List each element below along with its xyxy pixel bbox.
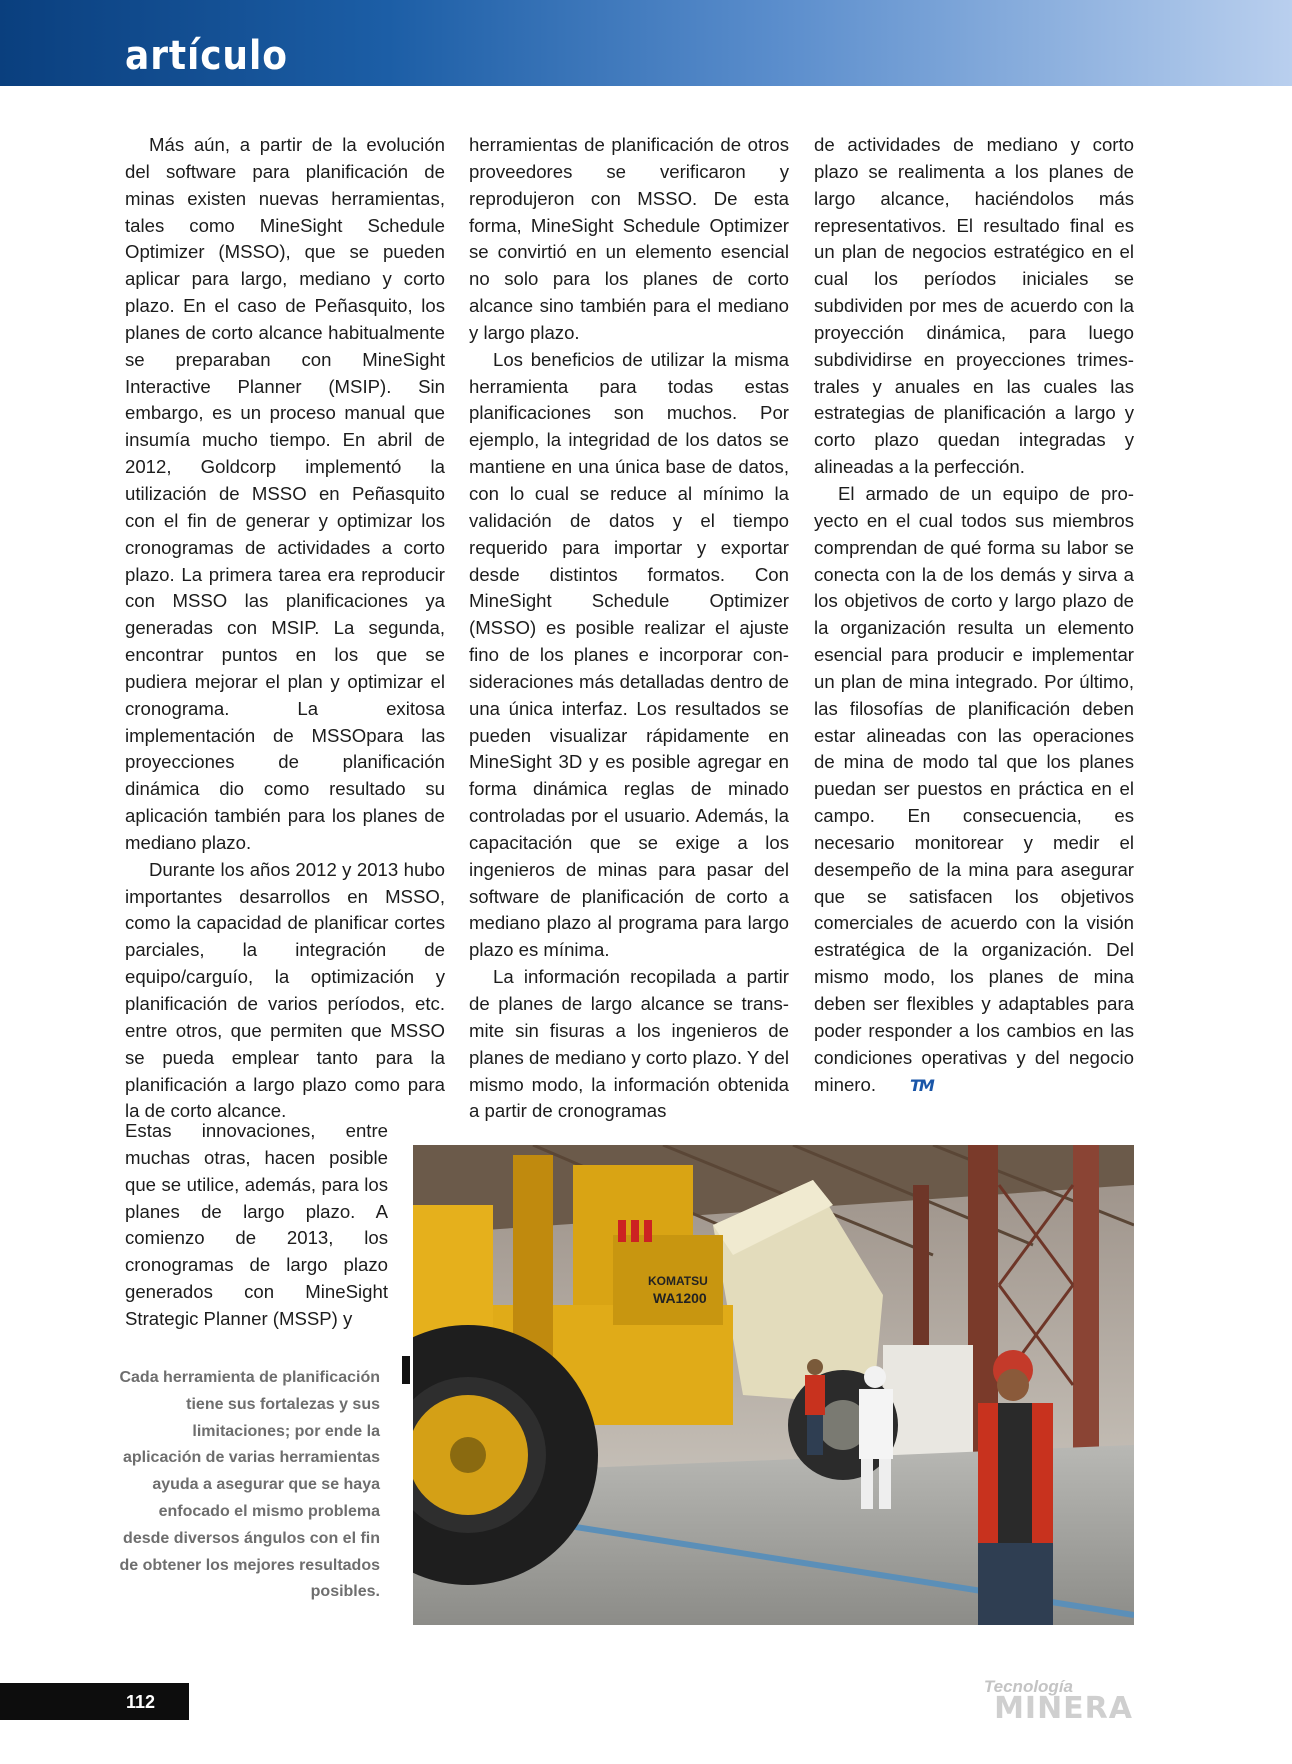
- mining-loader-photo: [413, 1145, 1134, 1625]
- paragraph-final: [814, 481, 1134, 1099]
- loader-model-text: WA1200: [653, 1290, 707, 1306]
- article-column-2: [469, 132, 789, 1125]
- paragraph: herramientas de planificación de otros proveedores se verificaron y reprodujeron con MSSO. De esta forma, MineSight Schedule Optimizer se convirtió en un elemento esencial no solo para los planes de corto alcance sino también para el mediano y largo plazo.: [469, 134, 789, 343]
- caption-marker: [402, 1356, 410, 1384]
- paragraph: Más aún, a partir de la evolución del software para planificación de minas existen nuevas herramientas, tales como MineSight Schedule Optimizer (MSSO), que se pueden aplicar para largo, mediano y corto plazo. En el caso de Peñasquito, los planes de corto alcance habitualmente se preparaban con MineSight Interactive Planner (MSIP). Sin embargo, es un proceso manual que insumía mucho tiempo. En abril de 2012, Goldcorp implementó la utilización de MSSO en Peñasquito con el fin de generar y optimizar los cronogramas de actividades a corto plazo. La primera tarea era reproducir con MSSO las planificaciones ya generadas con MSIP. La segunda, encontrar puntos en los que se pudiera mejorar el plan y optimizar el cronograma. La exitosa implementación de MSSOpara las proyecciones de planificación dinámica dio como resultado su aplicación también para los planes de mediano plazo.: [125, 134, 445, 853]
- photo-caption: Cada herramienta de planificación tiene sus fortalezas y sus limitaciones; por ende la aplicación de varias herramientas ayuda a asegurar que se haya enfocado el mismo problema desde diversos ángulos con el fin de obtener los mejores resultados posibles.: [119, 1369, 380, 1601]
- paragraph: de actividades de mediano y corto plazo se realimenta a los planes de largo alcance, haciéndolos más representativos. El resultado final es un plan de negocios estratégico en el cual los períodos iniciales se subdividen por mes de acuerdo con la proyección dinámica, para luego subdividirse en proyecciones trimestrales y anuales en las cuales las estrategias de planificación a largo y corto plazo quedan integradas y alineadas a la perfección.: [814, 134, 1134, 478]
- paragraph: Durante los años 2012 y 2013 hubo importantes desarrollos en MSSO, como la capacidad de planificar cortes parciales, la integración de equipo/carguío, la optimización y planificación de varios períodos, etc. entre otros, que permiten que MSSO se pueda emplear tanto para la planificación a largo plazo como para la de corto alcance.: [125, 858, 445, 1122]
- page-number: 112: [126, 1692, 156, 1712]
- paragraph-wrapped: Estas innovaciones, entre muchas otras, hacen posible que se utilice, además, para los planes de largo plazo. A comienzo de 2013, los cronogramas de largo plazo generados con MineSight Strategic Planner (MSSP) y: [125, 1120, 388, 1329]
- magazine-logo-bottom: MINERA: [994, 1691, 1133, 1726]
- magazine-logo-top: Tecnología: [983, 1677, 1073, 1696]
- loader-brand-text: KOMATSU: [648, 1274, 708, 1288]
- tm-end-mark: TM: [910, 1075, 933, 1095]
- photo-illustration: [413, 1145, 1134, 1625]
- magazine-logo: [968, 1678, 1133, 1726]
- section-title: artículo: [125, 33, 288, 79]
- paragraph: La información recopilada a partir de planes de largo alcance se transmite sin fisuras a los ingenieros de planes de mediano y corto plazo. Y del mismo modo, la información obtenida a partir de cronogramas: [469, 966, 789, 1122]
- article-column-3: [814, 132, 1134, 1099]
- article-column-1: [125, 132, 445, 1125]
- paragraph: Los beneficios de utilizar la misma herramienta para todas estas planificaciones son muchos. Por ejemplo, la integridad de los datos se mantiene en una única base de datos, con lo cual se reduce al mínimo la validación de datos y el tiempo requerido para importar y exportar desde distintos formatos. Con MineSight Schedule Optimizer (MSSO) es posible realizar el ajuste fino de los planes e incorporar consideraciones más detalladas dentro de una única interfaz. Los resultados se pueden visualizar rápidamente en MineSight 3D y es posible agregar en forma dinámica reglas de minado controladas por el usuario. Además, la capacitación que se exige a los ingenieros de minas para pasar del software de planificación de corto a mediano plazo al programa para largo plazo es mínima.: [469, 348, 789, 961]
- paragraph-text: El armado de un equipo de proyecto en el cual todos sus miembros comprendan de qué forma su labor se conecta con la de los demás y sirva a los objetivos de corto y largo plazo de la organización resulta un elemento esencial para producir e implementar un plan de mina integrado. Por último, las filosofías de planificación deben estar alineadas con las operaciones de mina de modo tal que los planes puedan ser puestos en práctica en el campo. En consecuencia, es necesario monitorear y medir el desempeño de la mina para asegurar que se satisfacen los objetivos comerciales de acuerdo con la visión estratégica de la organización. Del mismo modo, los planes de mina deben ser flexibles y adaptables para poder responder a los cambios en las condiciones operativas y del negocio minero.: [814, 482, 1134, 1095]
- page-number-box: [0, 1683, 189, 1720]
